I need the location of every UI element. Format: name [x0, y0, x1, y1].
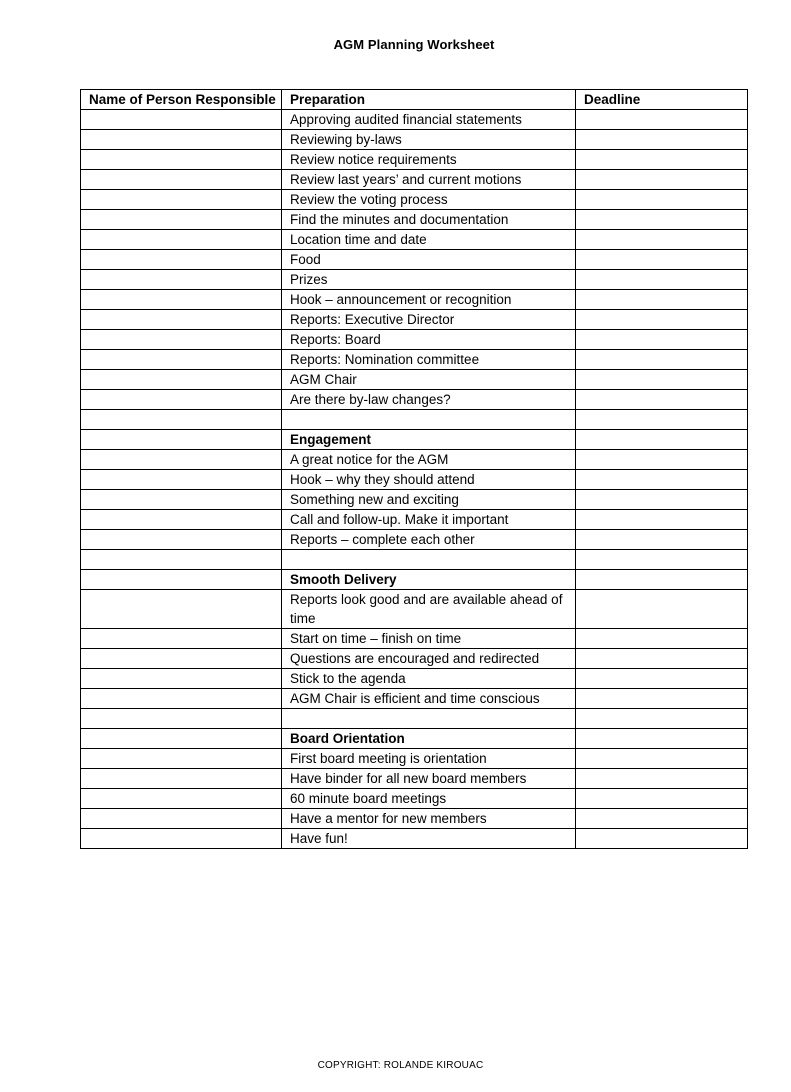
person-responsible-cell[interactable] [81, 310, 282, 330]
deadline-cell[interactable] [576, 430, 748, 450]
section-heading: Board Orientation [282, 729, 576, 749]
deadline-cell[interactable] [576, 290, 748, 310]
table-row [81, 290, 748, 310]
column-header-person: Name of Person Responsible [81, 90, 282, 110]
person-responsible-cell[interactable] [81, 250, 282, 270]
preparation-cell: Reports: Board [282, 330, 576, 350]
table-row [81, 689, 748, 709]
table-row [81, 789, 748, 809]
person-responsible-cell[interactable] [81, 649, 282, 669]
preparation-cell: AGM Chair [282, 370, 576, 390]
person-responsible-cell[interactable] [81, 510, 282, 530]
section-heading: Smooth Delivery [282, 570, 576, 590]
table-row [81, 729, 748, 749]
person-responsible-cell[interactable] [81, 130, 282, 150]
preparation-cell: Have fun! [282, 829, 576, 849]
person-responsible-cell[interactable] [81, 430, 282, 450]
table-row [81, 410, 748, 430]
table-row [81, 470, 748, 490]
table-row [81, 270, 748, 290]
deadline-cell[interactable] [576, 390, 748, 410]
preparation-cell: Reports: Executive Director [282, 310, 576, 330]
deadline-cell[interactable] [576, 729, 748, 749]
deadline-cell[interactable] [576, 110, 748, 130]
deadline-cell[interactable] [576, 709, 748, 729]
deadline-cell[interactable] [576, 749, 748, 769]
person-responsible-cell[interactable] [81, 450, 282, 470]
deadline-cell[interactable] [576, 210, 748, 230]
deadline-cell[interactable] [576, 410, 748, 430]
preparation-cell: First board meeting is orientation [282, 749, 576, 769]
table-row [81, 250, 748, 270]
person-responsible-cell[interactable] [81, 390, 282, 410]
preparation-cell: A great notice for the AGM [282, 450, 576, 470]
preparation-cell: Something new and exciting [282, 490, 576, 510]
table-row [81, 230, 748, 250]
deadline-cell[interactable] [576, 829, 748, 849]
worksheet-body [81, 110, 748, 849]
preparation-cell: Reports – complete each other [282, 530, 576, 550]
preparation-cell: Prizes [282, 270, 576, 290]
table-row [81, 530, 748, 550]
preparation-cell: Reviewing by-laws [282, 130, 576, 150]
preparation-cell: Review last years’ and current motions [282, 170, 576, 190]
table-row [81, 450, 748, 470]
worksheet-table [80, 89, 748, 849]
preparation-cell: Questions are encouraged and redirected [282, 649, 576, 669]
person-responsible-cell[interactable] [81, 490, 282, 510]
preparation-cell: Reports: Nomination committee [282, 350, 576, 370]
table-row [81, 430, 748, 450]
table-row [81, 550, 748, 570]
copyright-footer: COPYRIGHT: ROLANDE KIROUAC [317, 1060, 484, 1071]
table-row [81, 350, 748, 370]
preparation-cell [282, 709, 576, 729]
table-row [81, 749, 748, 769]
deadline-cell[interactable] [576, 270, 748, 290]
deadline-cell[interactable] [576, 590, 748, 629]
person-responsible-cell[interactable] [81, 230, 282, 250]
deadline-cell[interactable] [576, 510, 748, 530]
person-responsible-cell[interactable] [81, 470, 282, 490]
preparation-cell: Food [282, 250, 576, 270]
table-row [81, 310, 748, 330]
person-responsible-cell[interactable] [81, 729, 282, 749]
table-row [81, 510, 748, 530]
deadline-cell[interactable] [576, 669, 748, 689]
deadline-cell[interactable] [576, 130, 748, 150]
person-responsible-cell[interactable] [81, 410, 282, 430]
table-row [81, 390, 748, 410]
deadline-cell[interactable] [576, 570, 748, 590]
table-row [81, 590, 748, 629]
deadline-cell[interactable] [576, 689, 748, 709]
preparation-cell [282, 410, 576, 430]
preparation-cell: Hook – why they should attend [282, 470, 576, 490]
deadline-cell[interactable] [576, 370, 748, 390]
table-row [81, 210, 748, 230]
preparation-cell: AGM Chair is efficient and time conscious [282, 689, 576, 709]
preparation-cell: Reports look good and are available ahead of time [282, 590, 576, 629]
person-responsible-cell[interactable] [81, 150, 282, 170]
table-row [81, 170, 748, 190]
deadline-cell[interactable] [576, 470, 748, 490]
table-row [81, 330, 748, 350]
person-responsible-cell[interactable] [81, 190, 282, 210]
person-responsible-cell[interactable] [81, 629, 282, 649]
table-row [81, 809, 748, 829]
person-responsible-cell[interactable] [81, 769, 282, 789]
person-responsible-cell[interactable] [81, 530, 282, 550]
person-responsible-cell[interactable] [81, 370, 282, 390]
person-responsible-cell[interactable] [81, 749, 282, 769]
deadline-cell[interactable] [576, 170, 748, 190]
section-heading: Engagement [282, 430, 576, 450]
person-responsible-cell[interactable] [81, 669, 282, 689]
header-row [81, 90, 748, 110]
preparation-cell: Have a mentor for new members [282, 809, 576, 829]
table-row [81, 570, 748, 590]
person-responsible-cell[interactable] [81, 270, 282, 290]
preparation-cell: Location time and date [282, 230, 576, 250]
deadline-cell[interactable] [576, 330, 748, 350]
table-row [81, 130, 748, 150]
preparation-cell: Find the minutes and documentation [282, 210, 576, 230]
preparation-cell: Review the voting process [282, 190, 576, 210]
person-responsible-cell[interactable] [81, 350, 282, 370]
person-responsible-cell[interactable] [81, 550, 282, 570]
deadline-cell[interactable] [576, 190, 748, 210]
deadline-cell[interactable] [576, 809, 748, 829]
table-row [81, 629, 748, 649]
deadline-cell[interactable] [576, 769, 748, 789]
preparation-cell: Start on time – finish on time [282, 629, 576, 649]
table-row [81, 190, 748, 210]
deadline-cell[interactable] [576, 789, 748, 809]
person-responsible-cell[interactable] [81, 570, 282, 590]
deadline-cell[interactable] [576, 649, 748, 669]
table-row [81, 669, 748, 689]
preparation-cell: Are there by-law changes? [282, 390, 576, 410]
deadline-cell[interactable] [576, 350, 748, 370]
column-header-preparation: Preparation [282, 90, 576, 110]
deadline-cell[interactable] [576, 250, 748, 270]
table-row [81, 649, 748, 669]
person-responsible-cell[interactable] [81, 110, 282, 130]
person-responsible-cell[interactable] [81, 789, 282, 809]
person-responsible-cell[interactable] [81, 709, 282, 729]
deadline-cell[interactable] [576, 490, 748, 510]
preparation-cell: Stick to the agenda [282, 669, 576, 689]
deadline-cell[interactable] [576, 550, 748, 570]
table-row [81, 709, 748, 729]
preparation-cell: Have binder for all new board members [282, 769, 576, 789]
person-responsible-cell[interactable] [81, 290, 282, 310]
person-responsible-cell[interactable] [81, 590, 282, 629]
table-row [81, 490, 748, 510]
preparation-cell: Approving audited financial statements [282, 110, 576, 130]
deadline-cell[interactable] [576, 530, 748, 550]
table-row [81, 829, 748, 849]
preparation-cell: Hook – announcement or recognition [282, 290, 576, 310]
person-responsible-cell[interactable] [81, 809, 282, 829]
person-responsible-cell[interactable] [81, 210, 282, 230]
preparation-cell: 60 minute board meetings [282, 789, 576, 809]
deadline-cell[interactable] [576, 450, 748, 470]
table-row [81, 370, 748, 390]
table-row [81, 110, 748, 130]
table-row [81, 150, 748, 170]
deadline-cell[interactable] [576, 150, 748, 170]
person-responsible-cell[interactable] [81, 170, 282, 190]
table-row [81, 769, 748, 789]
preparation-cell: Review notice requirements [282, 150, 576, 170]
deadline-cell[interactable] [576, 230, 748, 250]
preparation-cell [282, 550, 576, 570]
person-responsible-cell[interactable] [81, 689, 282, 709]
page-title: AGM Planning Worksheet [333, 37, 495, 52]
preparation-cell: Call and follow-up. Make it important [282, 510, 576, 530]
person-responsible-cell[interactable] [81, 829, 282, 849]
column-header-deadline: Deadline [576, 90, 748, 110]
deadline-cell[interactable] [576, 310, 748, 330]
deadline-cell[interactable] [576, 629, 748, 649]
person-responsible-cell[interactable] [81, 330, 282, 350]
